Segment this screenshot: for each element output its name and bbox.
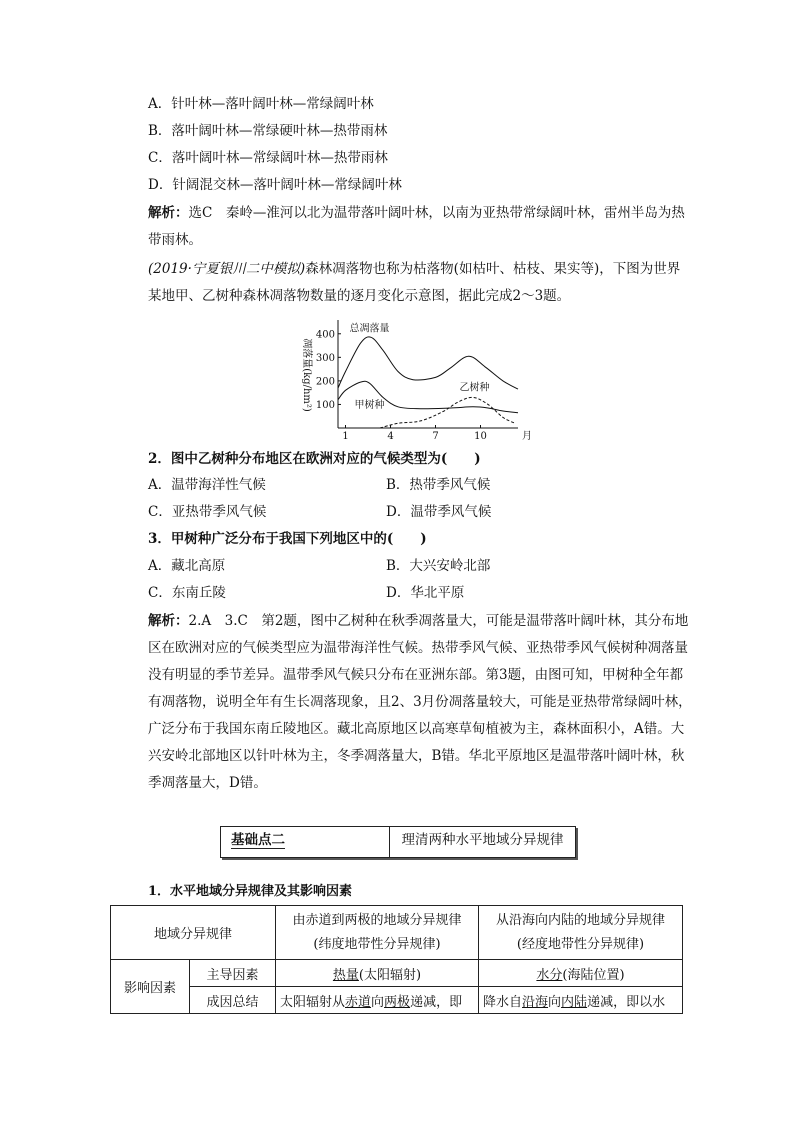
q2-option-d: D．温带季风气候 xyxy=(386,504,492,520)
factor-label: 影响因素 xyxy=(111,960,190,1014)
row-cause-lon: 降水自沿海向内陆递减，即以水 xyxy=(479,987,683,1014)
x-tick-label: 10 xyxy=(474,431,487,442)
analysis-2-prefix: 解析： xyxy=(148,613,189,629)
series-label: 甲树种 xyxy=(354,399,385,411)
x-axis-label: 月 xyxy=(522,431,532,442)
header-rule: 地域分异规律 xyxy=(111,906,276,960)
q1-option-a: A．针叶林—落叶阔叶林—常绿阔叶林 xyxy=(148,96,374,112)
q2-option-b: B．热带季风气候 xyxy=(386,477,491,493)
q3-option-d: D．华北平原 xyxy=(386,585,465,601)
row-dominant-lat: 热量(太阳辐射) xyxy=(276,960,479,987)
q1-option-b: B．落叶阔叶林—常绿硬叶林—热带雨林 xyxy=(148,123,388,139)
q1-option-d: D．针阔混交林—落叶阔叶林—常绿阔叶林 xyxy=(148,177,402,193)
zonation-table xyxy=(110,905,683,1014)
analysis-2-text: 2.A 3.C 第2题，图中乙树种在秋季凋落量大，可能是温带落叶阔叶林，其分布地区在欧洲对应的气候类型应为温带海洋性气候。热带季风气候、亚热带季风气候树种凋落量没有明显的季节差异。温带季风气候只分布在亚洲东部。第3题，由图可知，甲树种全年都有凋落物，说明全年有生长凋落现象，且2、3月份凋落量较大，可能是亚热带常绿阔叶林，广泛分布于我国东南丘陵地区。藏北高原地区以高寒草甸植被为主，森林面积小，A错。大兴安岭北部地区以针叶林为主，冬季凋落量大，B错。华北平原地区是温带落叶阔叶林，秋季凋落量大，D错。 xyxy=(148,613,692,791)
x-tick-label: 7 xyxy=(432,431,439,442)
x-tick-label: 4 xyxy=(387,431,394,442)
q3-option-a: A．藏北高原 xyxy=(148,558,226,574)
q3-option-c: C．东南丘陵 xyxy=(148,585,226,601)
subheading: 1．水平地域分异规律及其影响因素 xyxy=(148,884,353,899)
q2-option-a: A．温带海洋性气候 xyxy=(148,477,266,493)
litterfall-chart xyxy=(292,316,532,446)
row-cause-lat: 太阳辐射从赤道向两极递减，即 xyxy=(276,987,479,1014)
q2-stem: 2．图中乙树种分布地区在欧洲对应的气候类型为( ) xyxy=(148,451,481,467)
intro-paragraph xyxy=(148,256,692,310)
series-label: 总凋落量 xyxy=(349,323,390,335)
q3-option-b: B．大兴安岭北部 xyxy=(386,558,491,574)
q1-option-c: C．落叶阔叶林—常绿阔叶林—热带雨林 xyxy=(148,150,388,166)
intro-source: (2019·宁夏银川二中模拟) xyxy=(148,261,306,277)
q2-option-c: C．亚热带季风气候 xyxy=(148,504,267,520)
header-latitudinal: 由赤道到两极的地域分异规律 (纬度地带性分异规律) xyxy=(276,906,479,960)
section-heading-box xyxy=(220,826,576,858)
y-tick-label: 300 xyxy=(315,352,335,364)
y-tick-label: 400 xyxy=(315,329,335,341)
analysis-1 xyxy=(148,200,692,254)
row-dominant-lon: 水分(海陆位置) xyxy=(479,960,683,987)
analysis-1-prefix: 解析： xyxy=(148,205,189,221)
y-axis-label: 凋落量(kg/hm²) xyxy=(301,338,312,412)
q3-stem: 3．甲树种广泛分布于我国下列地区中的( ) xyxy=(148,531,427,547)
series-label: 乙树种 xyxy=(459,382,490,394)
section-label: 基础点二 xyxy=(221,827,390,857)
row-cause-label: 成因总结 xyxy=(190,987,276,1014)
x-tick-label: 1 xyxy=(342,431,349,442)
section-title: 理清两种水平地域分异规律 xyxy=(401,832,564,848)
header-longitudinal: 从沿海向内陆的地域分异规律 (经度地带性分异规律) xyxy=(479,906,683,960)
series-yi-line xyxy=(380,397,515,428)
y-tick-label: 100 xyxy=(315,399,335,411)
row-dominant-label: 主导因素 xyxy=(190,960,276,987)
analysis-1-text: 选C 秦岭—淮河以北为温带落叶阔叶林，以南为亚热带常绿阔叶林，雷州半岛为热带雨林。 xyxy=(148,205,685,248)
y-tick-label: 200 xyxy=(315,376,335,388)
intro-text: 森林凋落物也称为枯落物(如枯叶、枯枝、果实等)，下图为世界某地甲、乙树种森林凋落物数量的逐月变化示意图，据此完成2～3题。 xyxy=(148,261,681,304)
analysis-2 xyxy=(148,608,692,797)
